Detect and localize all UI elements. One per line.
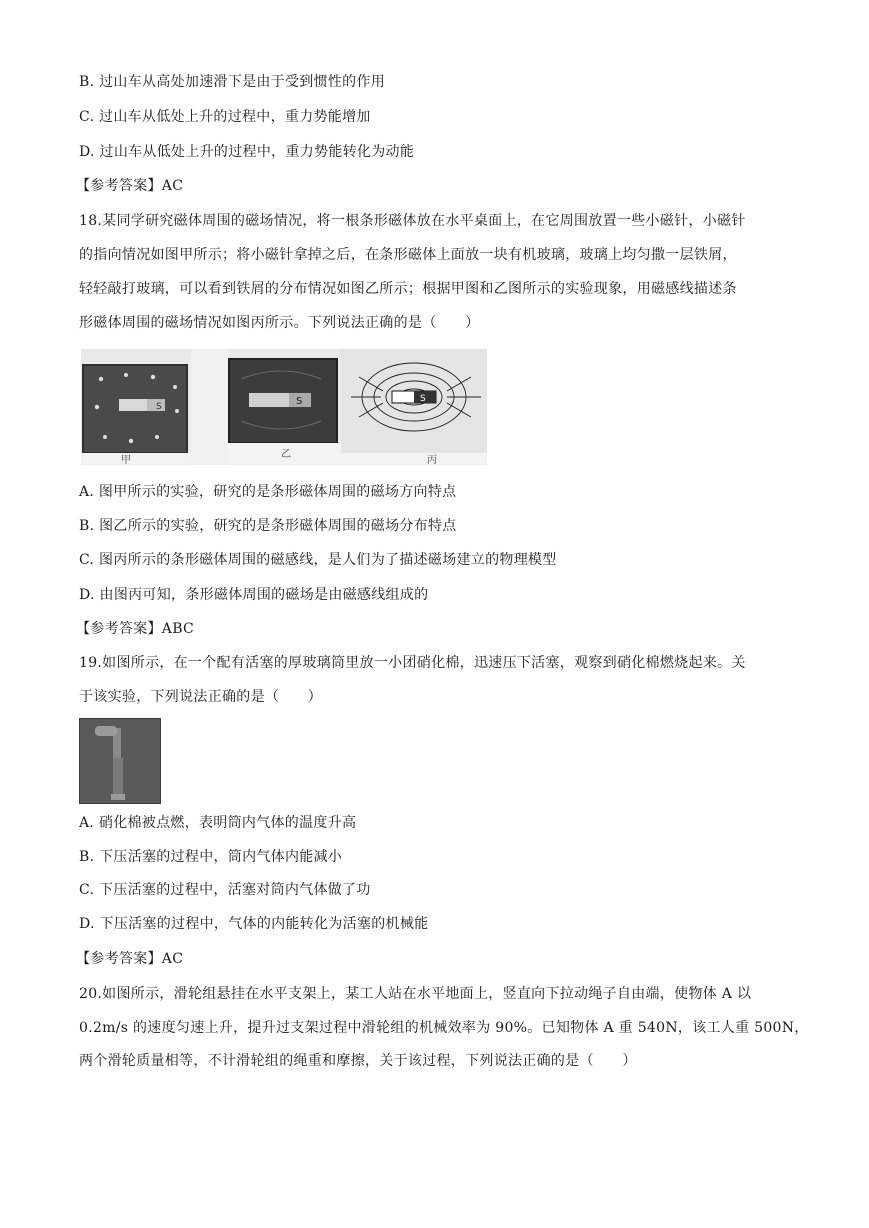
q19-option-d: D. 下压活塞的过程中，气体的内能转化为活塞的机械能 <box>79 916 429 932</box>
q17-option-d: D. 过山车从低处上升的过程中，重力势能转化为动能 <box>79 144 415 160</box>
q18-stem-line-4: 形磁体周围的磁场情况如图丙所示。下列说法正确的是（ ） <box>79 315 480 331</box>
figure-label-jia: 甲 <box>121 455 131 465</box>
q19-stem-line-2: 于该实验，下列说法正确的是（ ） <box>79 689 323 705</box>
q18-stem-line-1: 18.某同学研究磁体周围的磁场情况，将一根条形磁体放在水平桌面上，在它周围放置一些小磁针，小磁针 <box>79 213 746 229</box>
q18-stem-line-3: 轻轻敲打玻璃，可以看到铁屑的分布情况如图乙所示；根据甲图和乙图所示的实验现象，用磁感线描述条 <box>79 281 737 297</box>
figure-yi-panel <box>227 359 341 465</box>
q18-option-d: D. 由图丙可知，条形磁体周围的磁场是由磁感线组成的 <box>79 587 429 603</box>
q18-option-c: C. 图丙所示的条形磁体周围的磁感线，是人们为了描述磁场建立的物理模型 <box>79 552 557 568</box>
figure-bing-panel <box>341 349 487 465</box>
q19-piston-figure <box>79 718 161 804</box>
figure-yi-magnet-letter: S <box>296 396 303 407</box>
q18-answer: 【参考答案】ABC <box>76 621 195 637</box>
figure-label-bing: 丙 <box>427 455 437 465</box>
q18-option-b: B. 图乙所示的实验，研究的是条形磁体周围的磁场分布特点 <box>79 518 457 534</box>
q20-stem-line-1: 20.如图所示，滑轮组悬挂在水平支架上，某工人站在水平地面上，竖直向下拉动绳子自由端，使物体 A 以 <box>79 986 752 1002</box>
q20-stem-line-3: 两个滑轮质量相等，不计滑轮组的绳重和摩擦，关于该过程，下列说法正确的是（ ） <box>79 1053 637 1069</box>
figure-jia-magnet-letter: S <box>156 402 162 412</box>
q19-option-a: A. 硝化棉被点燃，表明筒内气体的温度升高 <box>79 815 357 831</box>
figure-jia-panel <box>81 365 191 465</box>
q18-magnet-figure <box>81 349 487 465</box>
q17-option-c: C. 过山车从低处上升的过程中，重力势能增加 <box>79 109 371 125</box>
q20-stem-line-2: 0.2m/s 的速度匀速上升，提升过支架过程中滑轮组的机械效率为 90%。已知物体 A 重 540N，该工人重 500N， <box>79 1020 809 1036</box>
q18-option-a: A. 图甲所示的实验，研究的是条形磁体周围的磁场方向特点 <box>79 484 457 500</box>
figure-bing-magnet-letter: S <box>420 394 426 404</box>
q17-answer: 【参考答案】AC <box>76 178 184 194</box>
q19-option-b: B. 下压活塞的过程中，筒内气体内能减小 <box>79 849 343 865</box>
q19-stem-line-1: 19.如图所示，在一个配有活塞的厚玻璃筒里放一小团硝化棉，迅速压下活塞，观察到硝化棉燃烧起来。关 <box>79 655 746 671</box>
q19-answer: 【参考答案】AC <box>76 951 184 967</box>
figure-label-yi: 乙 <box>281 449 291 460</box>
q19-option-c: C. 下压活塞的过程中，活塞对筒内气体做了功 <box>79 882 371 898</box>
q17-option-b: B. 过山车从高处加速滑下是由于受到惯性的作用 <box>79 74 386 90</box>
q18-stem-line-2: 的指向情况如图甲所示；将小磁针拿掉之后，在条形磁体上面放一块有机玻璃，玻璃上均匀撒一层铁屑， <box>79 247 737 263</box>
